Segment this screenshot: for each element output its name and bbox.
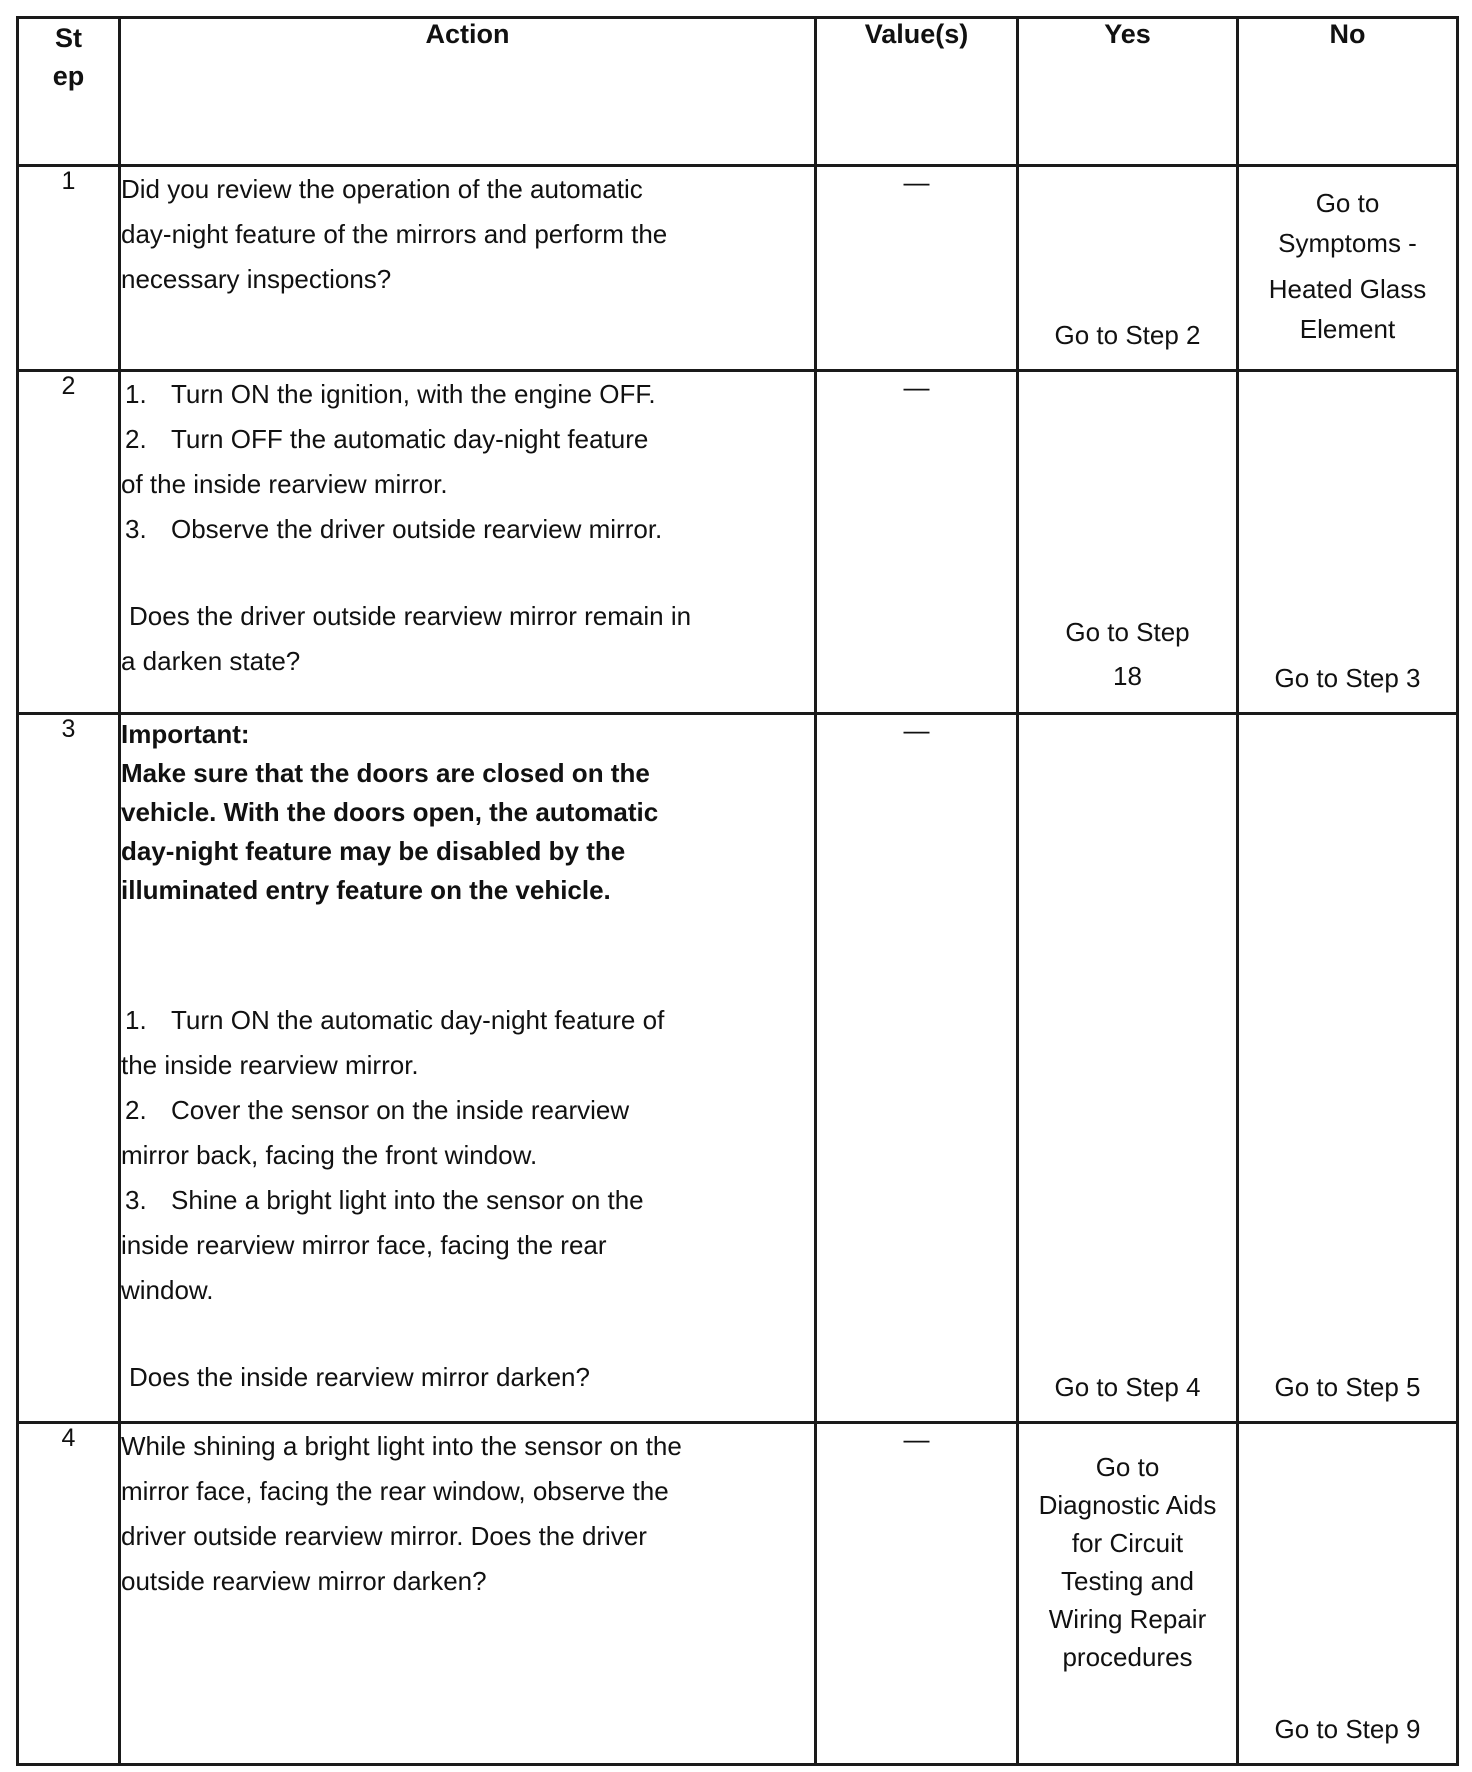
value-cell: — bbox=[816, 370, 1018, 713]
yes-line: Go to bbox=[1095, 1452, 1160, 1483]
question-line: a darken state? bbox=[121, 645, 301, 676]
yes-line: Testing and bbox=[1061, 1566, 1194, 1597]
yes-line: Diagnostic Aids bbox=[1038, 1490, 1217, 1521]
table-row-step-4 bbox=[18, 1423, 1458, 1765]
table-row-step-2 bbox=[18, 370, 1458, 713]
value-cell: — bbox=[816, 165, 1018, 370]
no-cell[interactable]: Go to Step 9 bbox=[1238, 1423, 1458, 1765]
yes-cell[interactable]: Go to Step 2 bbox=[1018, 165, 1238, 370]
action-cell bbox=[120, 370, 816, 713]
step-number: 1 bbox=[18, 165, 120, 370]
question-line: Does the inside rearview mirror darken? bbox=[129, 1361, 590, 1392]
no-line: Heated Glass bbox=[1268, 273, 1427, 304]
important-line: illuminated entry feature on the vehicle. bbox=[121, 874, 611, 905]
table-row-step-3 bbox=[18, 713, 1458, 1423]
step-number: 3 bbox=[18, 713, 120, 1423]
no-line: Element bbox=[1299, 313, 1396, 344]
list-item-continued: the inside rearview mirror. bbox=[121, 1049, 419, 1080]
important-label: Important: bbox=[121, 718, 250, 749]
yes-line: 18 bbox=[1113, 660, 1142, 691]
header-row bbox=[18, 18, 1458, 166]
no-line: Symptoms - bbox=[1278, 227, 1417, 258]
list-item: 2. Cover the sensor on the inside rearview bbox=[125, 1094, 630, 1125]
yes-line: Wiring Repair bbox=[1048, 1604, 1207, 1635]
action-line: mirror face, facing the rear window, observe the bbox=[121, 1476, 669, 1507]
action-line: necessary inspections? bbox=[121, 263, 392, 294]
header-action: Action bbox=[120, 18, 816, 166]
yes-cell[interactable] bbox=[1018, 1423, 1238, 1765]
list-item-continued: mirror back, facing the front window. bbox=[121, 1139, 538, 1170]
list-item-continued: inside rearview mirror face, facing the rear bbox=[121, 1229, 607, 1260]
action-cell bbox=[120, 713, 816, 1423]
list-item: 1. Turn ON the ignition, with the engine OFF. bbox=[125, 378, 656, 409]
step-number: 2 bbox=[18, 370, 120, 713]
important-line: vehicle. With the doors open, the automatic bbox=[121, 796, 659, 827]
value-cell: — bbox=[816, 1423, 1018, 1765]
yes-line: Go to Step bbox=[1065, 616, 1190, 647]
list-item-continued: window. bbox=[121, 1274, 214, 1305]
header-yes: Yes bbox=[1018, 18, 1238, 166]
yes-cell[interactable]: Go to Step 4 bbox=[1018, 713, 1238, 1423]
important-line: Make sure that the doors are closed on the bbox=[121, 757, 650, 788]
yes-line: for Circuit bbox=[1071, 1528, 1184, 1559]
value-cell: — bbox=[816, 713, 1018, 1423]
header-step-line2: ep bbox=[52, 61, 85, 91]
header-no: No bbox=[1238, 18, 1458, 166]
list-item-continued: of the inside rearview mirror. bbox=[121, 468, 448, 499]
yes-line: procedures bbox=[1062, 1642, 1193, 1673]
question-line: Does the driver outside rearview mirror remain in bbox=[129, 600, 692, 631]
no-line: Go to bbox=[1315, 187, 1380, 218]
action-cell bbox=[120, 1423, 816, 1765]
action-line: day-night feature of the mirrors and perform the bbox=[121, 218, 668, 249]
action-line: While shining a bright light into the sensor on the bbox=[121, 1431, 682, 1462]
action-line: outside rearview mirror darken? bbox=[121, 1566, 487, 1597]
action-line: Did you review the operation of the automatic bbox=[121, 173, 643, 204]
diagnostic-table bbox=[16, 16, 1459, 1766]
list-item: 2. Turn OFF the automatic day-night feature bbox=[125, 423, 649, 454]
action-cell bbox=[120, 165, 816, 370]
step-number: 4 bbox=[18, 1423, 120, 1765]
list-item: 1. Turn ON the automatic day-night feature of bbox=[125, 1004, 665, 1035]
table-row-step-1 bbox=[18, 165, 1458, 370]
no-cell[interactable] bbox=[1238, 165, 1458, 370]
header-values: Value(s) bbox=[816, 18, 1018, 166]
no-cell[interactable]: Go to Step 5 bbox=[1238, 713, 1458, 1423]
no-cell[interactable]: Go to Step 3 bbox=[1238, 370, 1458, 713]
action-line: driver outside rearview mirror. Does the driver bbox=[121, 1521, 647, 1552]
list-item: 3. Observe the driver outside rearview mirror. bbox=[125, 513, 663, 544]
yes-cell[interactable] bbox=[1018, 370, 1238, 713]
header-step bbox=[18, 18, 120, 166]
list-item: 3. Shine a bright light into the sensor on the bbox=[125, 1184, 644, 1215]
header-step-line1: St bbox=[55, 23, 82, 53]
important-line: day-night feature may be disabled by the bbox=[121, 835, 626, 866]
